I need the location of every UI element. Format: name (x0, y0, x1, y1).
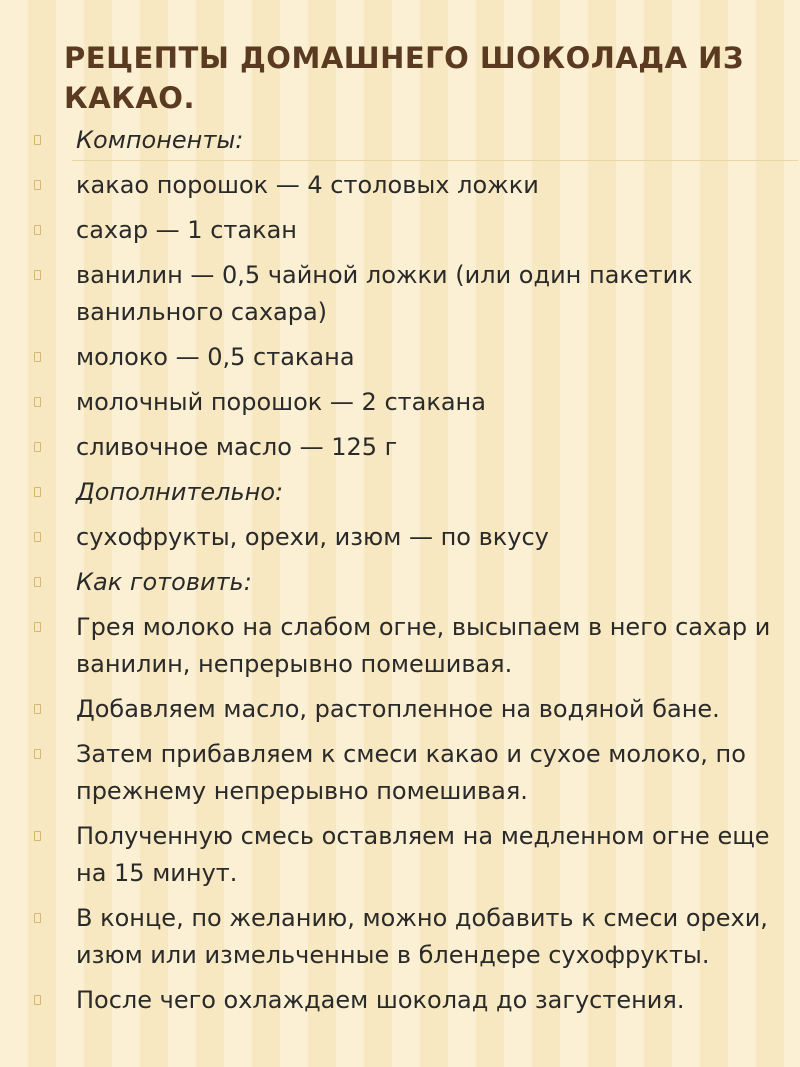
item-text: После чего охлаждаем шоколад до загустения. (76, 986, 685, 1014)
item-text: Грея молоко на слабом огне, высыпаем в него сахар и ванилин, непрерывно помешивая. (76, 613, 771, 678)
bullet-icon (34, 180, 41, 190)
item-text: Как готовить: (76, 568, 252, 596)
bullet-icon (34, 397, 41, 407)
bullet-icon (34, 577, 41, 587)
list-item (34, 818, 784, 892)
bullet-icon (34, 487, 41, 497)
bullet-icon (34, 831, 41, 841)
item-text: Компоненты: (76, 126, 244, 154)
item-text: Затем прибавляем к смеси какао и сухое молоко, по прежнему непрерывно помешивая. (76, 740, 746, 805)
bullet-icon (34, 995, 41, 1005)
bullet-icon (34, 225, 41, 235)
bullet-icon (34, 532, 41, 542)
list-item (34, 691, 784, 728)
list-item (34, 257, 784, 331)
list-item (34, 167, 784, 204)
item-text: молочный порошок — 2 стакана (76, 388, 486, 416)
item-text: Дополнительно: (76, 478, 284, 506)
list-item (34, 519, 784, 556)
item-text: сахар — 1 стакан (76, 216, 297, 244)
item-text: ванилин — 0,5 чайной ложки (или один пакетик ванильного сахара) (76, 261, 693, 326)
bullet-icon (34, 135, 41, 145)
list-item (34, 212, 784, 249)
list-item (34, 736, 784, 810)
item-text: какао порошок — 4 столовых ложки (76, 171, 539, 199)
list-item (34, 900, 784, 974)
bullet-icon (34, 352, 41, 362)
item-text: сливочное масло — 125 г (76, 433, 398, 461)
section-heading (34, 564, 784, 601)
item-text: Полученную смесь оставляем на медленном огне еще на 15 минут. (76, 822, 770, 887)
list-item (34, 429, 784, 466)
list-item (34, 384, 784, 421)
bullet-icon (34, 442, 41, 452)
item-text: В конце, по желанию, можно добавить к смеси орехи, изюм или измельченные в блендере сухофрукты. (76, 904, 768, 969)
bullet-icon (34, 749, 41, 759)
bullet-icon (34, 913, 41, 923)
bullet-icon (34, 270, 41, 280)
list-item (34, 339, 784, 376)
bullet-icon (34, 704, 41, 714)
section-heading (34, 474, 784, 511)
list-item (34, 982, 784, 1019)
section-heading (34, 122, 784, 159)
list-item (34, 609, 784, 683)
slide-title: РЕЦЕПТЫ ДОМАШНЕГО ШОКОЛАДА ИЗ КАКАО. (64, 41, 744, 115)
item-text: сухофрукты, орехи, изюм — по вкусу (76, 523, 549, 551)
bullet-icon (34, 622, 41, 632)
item-text: Добавляем масло, растопленное на водяной бане. (76, 695, 720, 723)
recipe-list (34, 122, 784, 1027)
item-text: молоко — 0,5 стакана (76, 343, 355, 371)
